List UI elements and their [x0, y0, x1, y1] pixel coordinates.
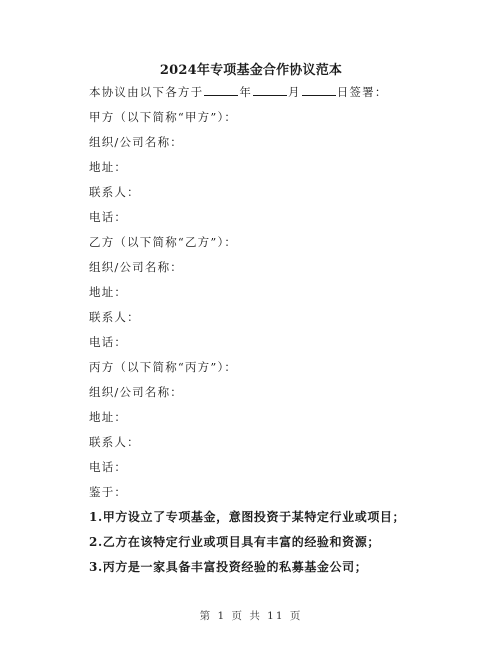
clause-3: 3.丙方是一家具备丰富投资经验的私募基金公司； — [89, 560, 368, 574]
clause-1: 1.甲方设立了专项基金，意图投资于某特定行业或项目； — [89, 510, 406, 524]
year-blank — [204, 84, 238, 96]
party-a-address: 地址： — [89, 160, 128, 174]
party-b-contact: 联系人： — [89, 310, 140, 324]
party-c-contact: 联系人： — [89, 435, 140, 449]
document-title: 2024年专项基金合作协议范本 — [159, 63, 343, 78]
party-c-phone: 电话： — [89, 460, 128, 474]
page-number-footer: 第 1 页 共 11 页 — [199, 610, 303, 622]
party-b-address: 地址： — [89, 285, 128, 299]
party-a-org: 组织/公司名称： — [89, 135, 183, 149]
intro-prefix: 本协议由以下各方于 — [89, 85, 204, 99]
whereas-label: 鉴于： — [89, 485, 128, 499]
party-b-org: 组织/公司名称： — [89, 260, 183, 274]
day-blank — [302, 84, 336, 96]
month-blank — [253, 84, 287, 96]
party-c-heading: 丙方（以下简称“丙方”）： — [89, 360, 238, 374]
party-a-heading: 甲方（以下简称“甲方”）： — [89, 110, 238, 124]
party-b-phone: 电话： — [89, 335, 128, 349]
intro-line — [89, 84, 388, 100]
party-a-contact: 联系人： — [89, 185, 140, 199]
party-a-phone: 电话： — [89, 210, 128, 224]
party-c-address: 地址： — [89, 410, 128, 424]
year-label: 年 — [239, 85, 253, 99]
party-b-heading: 乙方（以下简称“乙方”）： — [89, 235, 238, 249]
party-c-org: 组织/公司名称： — [89, 385, 183, 399]
month-label: 月 — [288, 85, 301, 99]
clause-2: 2.乙方在该特定行业或项目具有丰富的经验和资源； — [89, 535, 380, 549]
intro-suffix: 日签署： — [336, 85, 388, 99]
